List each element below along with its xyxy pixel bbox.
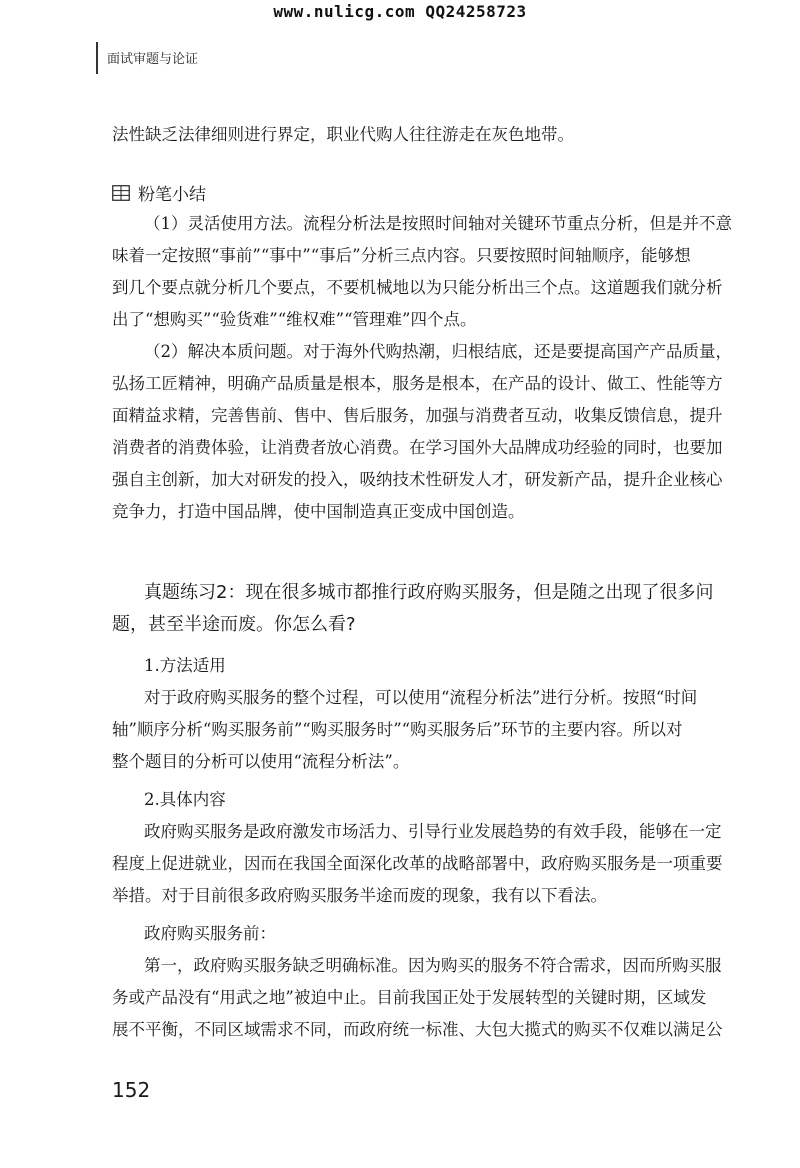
text-line: （2）解决本质问题。对于海外代购热潮，归根结底，还是要提高国产产品质量， [144,342,732,361]
summary-heading [112,180,206,205]
intro-paragraph [112,125,740,145]
summary-paragraph-1 [112,214,740,330]
question-line: 真题练习2：现在很多城市都推行政府购买服务，但是随之出现了很多问 [144,582,714,603]
text-line: 展不平衡，不同区域需求不同，而政府统一标准、大包大揽式的购买不仅难以满足公 [112,1020,723,1039]
section-heading: 1.方法适用 [144,656,226,675]
text-line: 举措。对于目前很多政府购买服务半途而废的现象，我有以下看法。 [112,886,607,905]
text-line: 消费者的消费体验，让消费者放心消费。在学习国外大品牌成功经验的同时，也要加 [112,438,723,457]
text-line: 出了“想购买”“验货难”“维权难”“管理难”四个点。 [112,310,477,329]
text-line: 味着一定按照“事前”“事中”“事后”分析三点内容。只要按照时间轴顺序，能够想 [112,246,691,265]
text-line: 务或产品没有“用武之地”被迫中止。目前我国正处于发展转型的关键时期，区域发 [112,988,707,1007]
content-section [112,790,740,906]
text-line: 整个题目的分析可以使用“流程分析法”。 [112,752,410,771]
section-heading: 政府购买服务前： [144,924,276,943]
text-line: 程度上促进就业，因而在我国全面深化改革的战略部署中，政府购买服务是一项重要 [112,854,723,873]
text-line: 竞争力，打造中国品牌，使中国制造真正变成中国创造。 [112,502,525,521]
text-line: （1）灵活使用方法。流程分析法是按照时间轴对关键环节重点分析，但是并不意 [144,214,732,233]
grid-icon [112,185,130,201]
watermark: www.nulicg.com QQ24258723 [273,2,527,21]
text-line: 到几个要点就分析几个要点，不要机械地以为只能分析出三个点。这道题我们就分析 [112,278,723,297]
text-line: 对于政府购买服务的整个过程，可以使用“流程分析法”进行分析。按照“时间 [144,688,698,707]
page-number: 152 [112,1078,151,1102]
section-heading: 2.具体内容 [144,790,226,809]
text-line: 强自主创新，加大对研发的投入，吸纳技术性研发人才，研发新产品，提升企业核心 [112,470,723,489]
summary-paragraph-2 [112,342,740,522]
running-header: 面试审题与论证 [107,52,199,67]
text-line: 第一，政府购买服务缺乏明确标准。因为购买的服务不符合需求，因而所购买服 [144,956,722,975]
text-line: 弘扬工匠精神，明确产品质量是根本，服务是根本，在产品的设计、做工、性能等方 [112,374,723,393]
question-line: 题，甚至半途而废。你怎么看? [112,614,356,635]
practice-question [112,582,740,636]
text-line: 面精益求精，完善售前、售中、售后服务，加强与消费者互动，收集反馈信息，提升 [112,406,723,425]
summary-heading-text: 粉笔小结 [138,185,206,205]
text-line: 法性缺乏法律细则进行界定，职业代购人往往游走在灰色地带。 [112,125,574,144]
before-purchase-section [112,924,740,1040]
text-line: 政府购买服务是政府激发市场活力、引导行业发展趋势的有效手段，能够在一定 [144,822,722,841]
method-section [112,656,740,772]
text-line: 轴”顺序分析“购买服务前”“购买服务时”“购买服务后”环节的主要内容。所以对 [112,720,683,739]
header-divider [96,42,98,74]
